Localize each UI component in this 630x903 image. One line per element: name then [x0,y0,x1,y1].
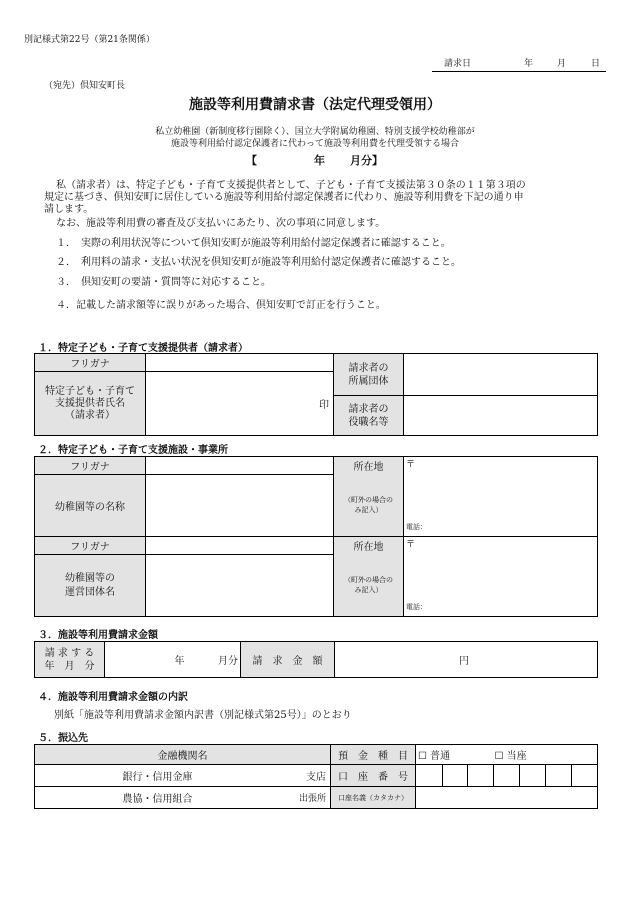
postal-mark: 〒 [406,460,416,470]
agreement-item: ３． 倶知安町の要請・質問等に対応すること。 [56,277,271,288]
nokyo-type-label: 農協・信用組合 [122,794,193,805]
section5-heading: ５．振込先 [38,733,88,744]
provider-name-field[interactable] [146,372,334,436]
bank-type-field[interactable] [35,765,201,787]
branch-field[interactable] [201,765,331,787]
operator-name-field[interactable] [146,555,334,617]
billing-period-label-2: 年 月 分 [44,660,95,672]
breakdown-reference: 別紙「施設等利用費請求金額内訳書（別記様式第25号）」のとおり [54,710,352,721]
outside-note [334,475,404,537]
account-name-label: 口座名義（カタカナ） [331,787,416,809]
section1-heading: １．特定子ども・子育て支援提供者（請求者） [38,343,248,354]
body-line-1: 私（請求者）は、特定子ども・子育て支援提供者として、子ども・子育て支援法第３０条の１１第３項の [56,180,526,191]
account-name-field[interactable] [416,787,598,809]
account-digit-box[interactable] [572,765,598,787]
billing-month-unit: 月分 [218,656,238,667]
facility-name-field[interactable] [146,475,334,537]
facility-name-label: 幼稚園等の名称 [35,475,146,537]
facility-furigana-label: フリガナ [35,457,146,475]
form-number: 別記様式第22号（第21条関係） [24,35,155,45]
title-field[interactable] [404,396,598,436]
period-month: 月分】 [350,154,383,167]
operator-address-field[interactable] [404,537,598,617]
account-digit-box[interactable] [443,765,468,787]
date-underline [432,71,606,72]
addressee: （宛先）倶知安町長 [44,81,126,91]
section4-heading: ４．施設等利用費請求金額の内訳 [38,692,188,703]
futsu-checkbox[interactable]: ☐ 普通 [418,751,451,762]
bank-type-label: 銀行・信用金庫 [122,772,193,783]
date-year: 年 [524,59,534,69]
section2-heading: ２．特定子ども・子育て支援施設・事業所 [38,445,228,456]
date-month: 月 [557,59,567,69]
operator-furigana-label: フリガナ [35,537,146,555]
deposit-type-options [416,745,598,765]
subtitle-line-2: 施設等利用給付認定保護者に代わって施設等利用費を代理受領する場合 [171,139,459,149]
provider-furigana-field[interactable] [146,354,334,372]
org-label [334,354,404,396]
org-label-line-2: 所属団体 [348,375,389,387]
office-label: 出張所 [298,794,326,804]
operator-address-label: 所在地 [334,537,404,555]
provider-name-line-1: 特定子ども・子育て [45,385,135,397]
section3-table [34,641,598,678]
provider-name-line-2: 支援提供者氏名 [55,397,125,409]
agreement-item: ２． 利用料の請求・支払い状況を倶知安町が施設等利用給付認定保護者に確認すること。 [56,257,461,268]
operator-name-line-2: 運営団体名 [65,586,115,598]
body-line-2: 規定に基づき、倶知安町に居住している施設等利用給付認定保護者に代わり、施設等利用費を下記の通り申 [44,192,524,203]
section3-heading: ３．施設等利用費請求金額 [38,630,158,641]
operator-name-label [35,555,146,617]
toza-checkbox[interactable]: ☐ 当座 [494,751,527,762]
account-digit-box[interactable] [520,765,546,787]
document-title: 施設等利用費請求書（法定代理受領用） [189,97,441,113]
period-open: 【 [246,154,257,167]
operator-furigana-field[interactable] [146,537,334,555]
billing-month-field[interactable] [201,642,241,678]
institution-label: 金融機関名 [35,745,331,765]
billing-period-label-1: 請 求 す る [44,647,95,659]
title-label [334,396,404,436]
account-digit-box[interactable] [546,765,572,787]
yen-unit: 円 [459,656,469,667]
office-field[interactable] [201,787,331,809]
facility-address-field[interactable] [404,457,598,537]
billing-year-unit: 年 [174,656,185,667]
account-digit-box[interactable] [468,765,494,787]
title-label-line-1: 請求者の [348,403,389,415]
account-digit-box[interactable] [416,765,443,787]
date-label: 請求日 [444,59,472,69]
nokyo-type-field[interactable] [35,787,201,809]
outside-note-line-2: み記入） [354,586,383,595]
section5-table [34,744,598,809]
org-label-line-1: 請求者の [348,362,389,374]
org-field[interactable] [404,354,598,396]
provider-name-label [35,372,146,436]
phone-label: 電話： [406,603,427,611]
furigana-label: フリガナ [35,354,146,372]
billing-amount-label: 請 求 金 額 [241,642,335,678]
outside-note-line-1: （町外の場合の [344,576,393,585]
period-year: 年 [314,154,325,167]
facility-furigana-field[interactable] [146,457,334,475]
branch-label: 支店 [306,772,326,783]
deposit-type-label: 預 金 種 目 [331,745,416,765]
title-label-line-2: 役職名等 [348,416,389,428]
date-day: 日 [591,59,601,69]
operator-name-line-1: 幼稚園等の [65,572,115,584]
provider-name-line-3: （請求者） [65,409,115,421]
section2-table [34,456,598,617]
phone-label: 電話： [406,523,427,531]
facility-address-label: 所在地 [334,457,404,475]
billing-period-label [35,642,105,678]
agreement-item: ４．記載した請求額等に誤りがあった場合、倶知安町で訂正を行うこと。 [56,300,386,311]
postal-mark: 〒 [406,540,416,550]
account-digit-box[interactable] [494,765,520,787]
billing-amount-field[interactable] [335,642,598,678]
billing-year-field[interactable] [105,642,201,678]
section1-table [34,353,598,436]
agreement-item: １． 実際の利用状況等について倶知安町が施設等利用給付認定保護者に確認すること。 [56,238,451,249]
body-line-4: なお、施設等利用費の審査及び支払いにあたり、次の事項に同意します。 [56,218,386,229]
seal-mark: 印 [319,400,329,411]
outside-note [334,555,404,617]
outside-note-line-1: （町外の場合の [344,496,393,505]
outside-note-line-2: み記入） [354,506,383,515]
subtitle-line-1: 私立幼稚園（新制度移行園除く）、国立大学附属幼稚園、特別支援学校幼稚部が [155,127,475,137]
account-number-label: 口 座 番 号 [331,765,416,787]
body-line-3: 請します。 [44,204,94,215]
